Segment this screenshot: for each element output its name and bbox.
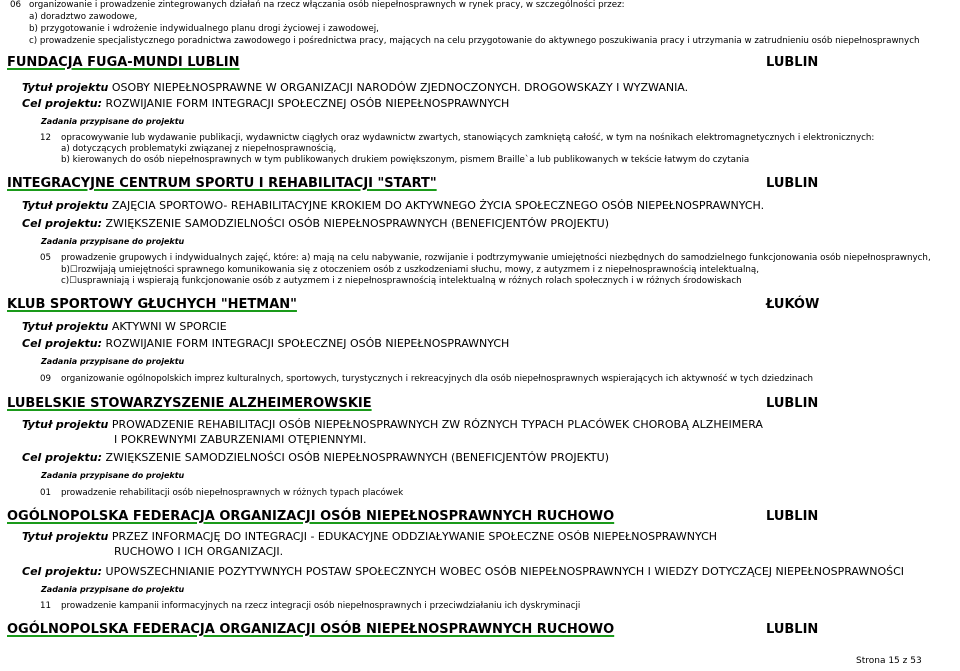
task-line: prowadzenie grupowych i indywidualnych zajęć, które: a) mają na celu nabywanie, rozwijanie i podtrzymywanie umiejętności niezbędnych do samodzielnego funkcjonowania osób niepełnosprawnych, [61, 253, 931, 263]
project-title-row [22, 81, 688, 95]
tasks-heading: Zadania przypisane do projektu [41, 237, 185, 246]
project-goal-label: Cel projektu: [22, 217, 103, 230]
task-line: prowadzenie rehabilitacji osób niepełnosprawnych w różnych typach placówek [61, 488, 404, 498]
org-city: LUBLIN [766, 55, 819, 70]
project-title: PROWADZENIE REHABILITACJI OSÓB NIEPEŁNOSPRAWNYCH ZW RÓZNYCH TYPACH PLACÓWEK CHOROBĄ ALZHEIMERA [111, 418, 763, 431]
task-number: 12 [40, 133, 52, 143]
project-title-label: Tytuł projektu [22, 530, 109, 543]
project-goal-label: Cel projektu: [22, 337, 103, 350]
org-city: LUBLIN [766, 176, 819, 191]
item-sub-b: b) przygotowanie i wdrożenie indywidualnego planu drogi życiowej i zawodowej, [29, 24, 379, 34]
item-sub-c: c) prowadzenie specjalistycznego poradnictwa zawodowego i pośrednictwa pracy, mających na celu przygotowanie do aktywnego poszukiwania pracy i utrzymania w zatrudnieniu osób niepełnosprawnych [29, 36, 920, 46]
org-city: ŁUKÓW [766, 297, 820, 312]
org-name: OGÓLNOPOLSKA FEDERACJA ORGANIZACJI OSÓB NIEPEŁNOSPRAWNYCH RUCHOWO [7, 509, 615, 524]
project-title: OSOBY NIEPEŁNOSPRAWNE W ORGANIZACJI NARODÓW ZJEDNOCZONYCH. DROGOWSKAZY I WYZWANIA. [111, 81, 689, 94]
project-title: ZAJĘCIA SPORTOWO- REHABILITACYJNE KROKIEM DO AKTYWNEGO ŻYCIA SPOŁECZNEGO OSÓB NIEPEŁNOSPRAWNYCH. [111, 199, 765, 212]
project-goal: UPOWSZECHNIANIE POZYTYWNYCH POSTAW SPOŁECZNYCH WOBEC OSÓB NIEPEŁNOSPRAWNYCH I WIEDZY DOTYCZĄCEJ NIEPEŁNOSPRAWNOŚCI [105, 565, 905, 578]
project-goal-label: Cel projektu: [22, 565, 103, 578]
project-goal: ROZWIJANIE FORM INTEGRACJI SPOŁECZNEJ OSÓB NIEPEŁNOSPRAWNYCH [105, 337, 510, 350]
project-goal-row [22, 97, 509, 111]
org-name: LUBELSKIE STOWARZYSZENIE ALZHEIMEROWSKIE [7, 396, 372, 411]
task-line: organizowanie ogólnopolskich imprez kulturalnych, sportowych, turystycznych i rekreacyjnych dla osób niepełnosprawnych wspierających ich aktywność w tych dziedzinach [61, 374, 814, 384]
project-title-label: Tytuł projektu [22, 418, 109, 431]
project-title: AKTYWNI W SPORCIE [111, 320, 227, 333]
org-name: FUNDACJA FUGA-MUNDI LUBLIN [7, 55, 240, 70]
project-title-row [22, 418, 763, 432]
project-title: PRZEZ INFORMACJĘ DO INTEGRACJI - EDUKACYJNE ODDZIAŁYWANIE SPOŁECZNE OSÓB NIEPEŁNOSPRAWNYCH [111, 530, 718, 543]
page-number: Strona 15 z 53 [856, 656, 922, 666]
project-title-row [22, 199, 764, 213]
task-number: 09 [40, 374, 52, 384]
org-name: KLUB SPORTOWY GŁUCHYCH "HETMAN" [7, 297, 297, 312]
task-line: c)☐usprawniają i wspierają funkcjonowanie osób z autyzmem i z niepełnosprawnością intelektualną w różnych rolach społecznych i w różnych środowiskach [61, 276, 742, 286]
task-number: 01 [40, 488, 52, 498]
org-city: LUBLIN [766, 396, 819, 411]
tasks-heading: Zadania przypisane do projektu [41, 585, 185, 594]
project-goal-row [22, 337, 509, 351]
project-goal-row [22, 217, 609, 231]
project-goal-row [22, 565, 904, 579]
project-title-continued: I POKREWNYMI ZABURZENIAMI OTĘPIENNYMI. [114, 433, 367, 446]
project-title-label: Tytuł projektu [22, 199, 109, 212]
org-name: INTEGRACYJNE CENTRUM SPORTU I REHABILITACJI "START" [7, 176, 437, 191]
task-number: 05 [40, 253, 52, 263]
project-goal: ZWIĘKSZENIE SAMODZIELNOŚCI OSÓB NIEPEŁNOSPRAWNYCH (BENEFICJENTÓW PROJEKTU) [105, 217, 609, 230]
project-goal: ZWIĘKSZENIE SAMODZIELNOŚCI OSÓB NIEPEŁNOSPRAWNYCH (BENEFICJENTÓW PROJEKTU) [105, 451, 609, 464]
project-goal: ROZWIJANIE FORM INTEGRACJI SPOŁECZNEJ OSÓB NIEPEŁNOSPRAWNYCH [105, 97, 510, 110]
project-title-label: Tytuł projektu [22, 320, 109, 333]
item-text: organizowanie i prowadzenie zintegrowanych działań na rzecz włączania osób niepełnosprawnych w rynek pracy, w szczególności przez: [29, 0, 625, 10]
org-city: LUBLIN [766, 622, 819, 637]
project-title-row [22, 530, 717, 544]
task-line: b) kierowanych do osób niepełnosprawnych w tym publikowanych drukiem powiększonym, pismem Braille`a lub publikowanych w tekście łatwym do czytania [61, 155, 750, 165]
org-city: LUBLIN [766, 509, 819, 524]
item-number: 06 [10, 0, 22, 10]
project-goal-label: Cel projektu: [22, 451, 103, 464]
project-title-continued: RUCHOWO I ICH ORGANIZACJI. [114, 545, 284, 558]
project-goal-row [22, 451, 609, 465]
project-title-label: Tytuł projektu [22, 81, 109, 94]
project-title-row [22, 320, 227, 334]
task-line: prowadzenie kampanii informacyjnych na rzecz integracji osób niepełnosprawnych i przeciwdziałaniu ich dyskryminacji [61, 601, 581, 611]
task-line: opracowywanie lub wydawanie publikacji, wydawnictw ciągłych oraz wydawnictw zwartych, stanowiących zamkniętą całość, w tym na nośnikach elektromagnetycznych i elektronicznych: [61, 133, 875, 143]
org-name: OGÓLNOPOLSKA FEDERACJA ORGANIZACJI OSÓB NIEPEŁNOSPRAWNYCH RUCHOWO [7, 622, 615, 637]
task-line: a) dotyczących problematyki związanej z niepełnosprawnością, [61, 144, 337, 154]
tasks-heading: Zadania przypisane do projektu [41, 357, 185, 366]
tasks-heading: Zadania przypisane do projektu [41, 471, 185, 480]
item-sub-a: a) doradztwo zawodowe, [29, 12, 138, 22]
project-goal-label: Cel projektu: [22, 97, 103, 110]
task-number: 11 [40, 601, 52, 611]
tasks-heading: Zadania przypisane do projektu [41, 117, 185, 126]
task-line: b)☐rozwijają umiejętności sprawnego komunikowania się z otoczeniem osób z uszkodzeniami słuchu, mowy, z autyzmem i z niepełnosprawnością intelektualną, [61, 265, 759, 275]
